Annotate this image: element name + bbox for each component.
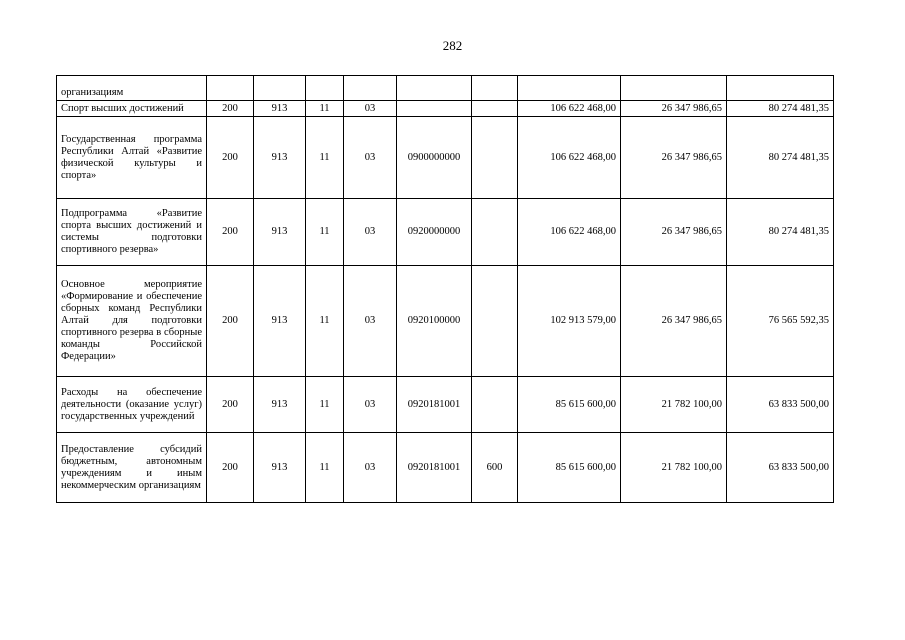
cell-code: 913 bbox=[254, 199, 306, 266]
cell-amount: 26 347 986,65 bbox=[621, 266, 727, 377]
cell-code bbox=[397, 101, 472, 117]
cell-code: 03 bbox=[344, 101, 397, 117]
cell-amount: 106 622 468,00 bbox=[518, 199, 621, 266]
cell-amount: 21 782 100,00 bbox=[621, 377, 727, 433]
row-name: Основное мероприятие «Формирование и обеспечение сборных команд Республики Алтай для подготовки спортивного резерва в сборные команды Российской Федерации» bbox=[57, 266, 207, 377]
table-row bbox=[57, 433, 834, 503]
row-name: Спорт высших достижений bbox=[57, 101, 207, 117]
cell-amount: 26 347 986,65 bbox=[621, 117, 727, 199]
cell-code bbox=[344, 76, 397, 101]
table-row bbox=[57, 199, 834, 266]
cell-amount: 63 833 500,00 bbox=[727, 433, 834, 503]
cell-amount: 85 615 600,00 bbox=[518, 377, 621, 433]
cell-amount bbox=[727, 76, 834, 101]
cell-amount bbox=[518, 76, 621, 101]
cell-code: 03 bbox=[344, 266, 397, 377]
cell-code: 03 bbox=[344, 433, 397, 503]
cell-code: 11 bbox=[306, 433, 344, 503]
table-row bbox=[57, 266, 834, 377]
cell-code: 913 bbox=[254, 117, 306, 199]
table-row bbox=[57, 101, 834, 117]
cell-amount: 85 615 600,00 bbox=[518, 433, 621, 503]
cell-code bbox=[306, 76, 344, 101]
cell-code: 913 bbox=[254, 377, 306, 433]
cell-code: 200 bbox=[207, 101, 254, 117]
cell-code: 200 bbox=[207, 117, 254, 199]
cell-code: 600 bbox=[472, 433, 518, 503]
cell-code: 0920181001 bbox=[397, 433, 472, 503]
cell-code: 913 bbox=[254, 433, 306, 503]
cell-code: 11 bbox=[306, 101, 344, 117]
cell-code: 200 bbox=[207, 199, 254, 266]
cell-code: 0920000000 bbox=[397, 199, 472, 266]
row-name: Государственная программа Республики Алтай «Развитие физической культуры и спорта» bbox=[57, 117, 207, 199]
cell-code: 11 bbox=[306, 117, 344, 199]
cell-code bbox=[472, 101, 518, 117]
cell-code bbox=[472, 377, 518, 433]
cell-code: 11 bbox=[306, 266, 344, 377]
cell-code: 0920100000 bbox=[397, 266, 472, 377]
table-row bbox=[57, 76, 834, 101]
cell-code: 03 bbox=[344, 117, 397, 199]
row-name: организациям bbox=[57, 76, 207, 101]
cell-code: 11 bbox=[306, 377, 344, 433]
cell-amount: 80 274 481,35 bbox=[727, 199, 834, 266]
cell-code bbox=[472, 76, 518, 101]
cell-code bbox=[207, 76, 254, 101]
row-name: Подпрограмма «Развитие спорта высших достижений и системы подготовки спортивного резерва» bbox=[57, 199, 207, 266]
cell-code: 200 bbox=[207, 266, 254, 377]
row-name: Предоставление субсидий бюджетным, автономным учреждениям и иным некоммерческим организациям bbox=[57, 433, 207, 503]
cell-amount: 21 782 100,00 bbox=[621, 433, 727, 503]
cell-code: 200 bbox=[207, 433, 254, 503]
cell-code bbox=[472, 117, 518, 199]
cell-code: 913 bbox=[254, 101, 306, 117]
cell-amount: 80 274 481,35 bbox=[727, 101, 834, 117]
cell-code bbox=[254, 76, 306, 101]
cell-amount: 80 274 481,35 bbox=[727, 117, 834, 199]
cell-amount: 102 913 579,00 bbox=[518, 266, 621, 377]
cell-amount: 106 622 468,00 bbox=[518, 117, 621, 199]
table-row bbox=[57, 117, 834, 199]
cell-amount bbox=[621, 76, 727, 101]
cell-code bbox=[397, 76, 472, 101]
budget-table bbox=[56, 75, 834, 503]
cell-amount: 76 565 592,35 bbox=[727, 266, 834, 377]
cell-amount: 26 347 986,65 bbox=[621, 101, 727, 117]
cell-amount: 26 347 986,65 bbox=[621, 199, 727, 266]
cell-amount: 63 833 500,00 bbox=[727, 377, 834, 433]
cell-code: 200 bbox=[207, 377, 254, 433]
row-name: Расходы на обеспечение деятельности (оказание услуг) государственных учреждений bbox=[57, 377, 207, 433]
cell-code: 0920181001 bbox=[397, 377, 472, 433]
cell-code bbox=[472, 266, 518, 377]
cell-code: 03 bbox=[344, 377, 397, 433]
page-number: 282 bbox=[442, 38, 463, 53]
table-row bbox=[57, 377, 834, 433]
cell-code bbox=[472, 199, 518, 266]
cell-code: 0900000000 bbox=[397, 117, 472, 199]
cell-code: 913 bbox=[254, 266, 306, 377]
cell-code: 11 bbox=[306, 199, 344, 266]
cell-amount: 106 622 468,00 bbox=[518, 101, 621, 117]
cell-code: 03 bbox=[344, 199, 397, 266]
